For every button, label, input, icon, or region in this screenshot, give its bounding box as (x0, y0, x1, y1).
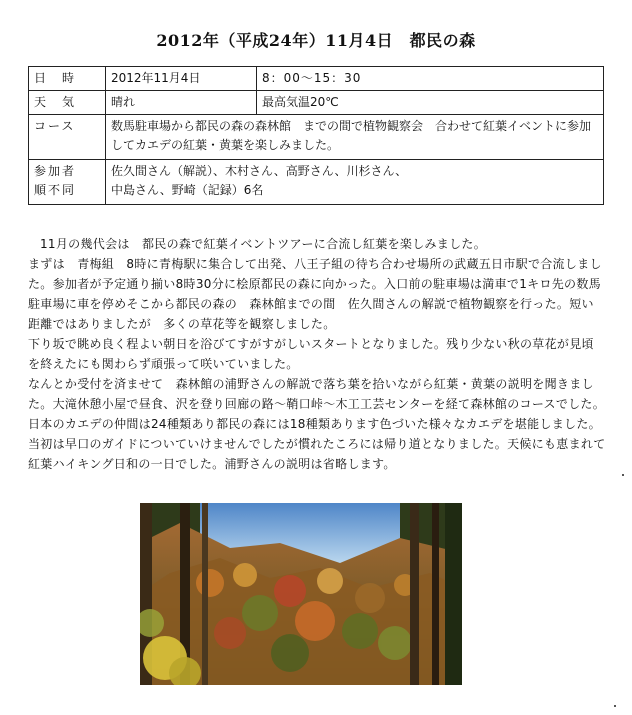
table-row (29, 115, 604, 160)
report-paragraph: 11月の幾代会は 都民の森で紅葉イベントツアーに合流し紅葉を楽しみました。 (40, 237, 487, 251)
report-paragraph: まずは 青梅組 8時に青梅駅に集合して出発、八王子組の待ち合わせ場所の武蔵五日市駅で合流しました。参加者が予定通り揃い8時30分に桧原都民の森に向かった。入口前の駐車場は満車で1キロ先の数馬駐車場に車を停めそこから都民の森の 森林館までの間 佐久間さんの解説で植物観察を行った。短い距離ではありましたが 多くの草花等を観察しました。 (28, 257, 602, 331)
weather-value: 晴れ (106, 91, 257, 115)
report-paragraph: なんとか受付を済ませて 森林館の浦野さんの解説で落ち葉を拾いながら紅葉・黄葉の説明を聞きました。大滝休憩小屋で昼食、沢を登り回廊の路～鞘口峠～木工工芸センターを経て森林館のコースでした。日本のカエデの仲間は24種類あり都民の森には18種類あります色づいた様々なカエデを堪能しました。当初は早口のガイドについていけませんでしたが慣れたころには帰り道となりました。天候にも恵まれて紅葉ハイキング日和の一日でした。浦野さんの説明は省略します。 (28, 377, 606, 471)
participants-value (106, 160, 604, 205)
date-value: 2012年11月4日 (106, 67, 257, 91)
page-title: 2012年（平成24年）11月4日 都民の森 (156, 31, 476, 50)
time-value: 8：00～15：30 (257, 67, 604, 91)
decorative-dot (614, 705, 616, 707)
participants-label-line: 順不同 (34, 183, 77, 197)
date-label: 日 時 (29, 67, 106, 91)
autumn-forest-photo (140, 503, 462, 685)
info-table (28, 66, 604, 205)
table-row (29, 91, 604, 115)
weather-label: 天 気 (29, 91, 106, 115)
course-value: 数馬駐車場から都民の森の森林館 までの間で植物観察会 合わせて紅葉イベントに参加してカエデの紅葉・黄葉を楽しみました。 (106, 115, 604, 160)
participants-label-line: 参加者 (34, 164, 77, 178)
table-row (29, 160, 604, 205)
table-row (29, 67, 604, 91)
report-paragraph: 下り坂で眺め良く程よい朝日を浴びてすがすがしいスタートとなりました。残り少ない秋の草花が見頃を終えたにも関わらず頑張って咲いていました。 (28, 337, 594, 371)
participants-line: 佐久間さん（解説）、木村さん、高野さん、川杉さん、 (111, 164, 408, 178)
participants-line: 中島さん、野崎（記録）6名 (111, 183, 264, 197)
course-label: コース (29, 115, 106, 160)
report-body (28, 234, 606, 474)
participants-label (29, 160, 106, 205)
decorative-dot (622, 474, 624, 476)
temperature-value: 最高気温20℃ (257, 91, 604, 115)
